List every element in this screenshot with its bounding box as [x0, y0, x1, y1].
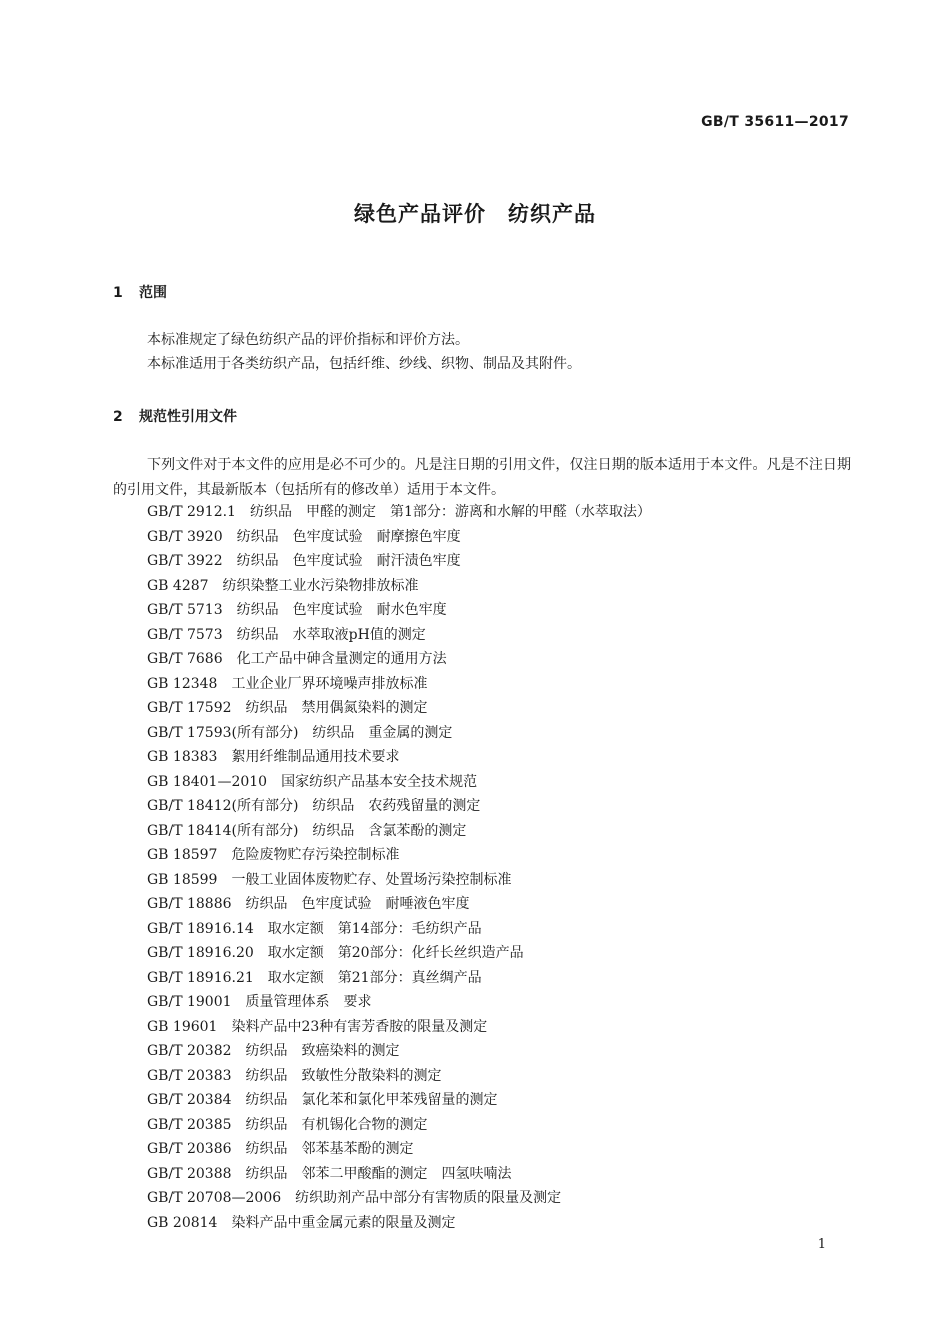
reference-item: GB 19601 染料产品中23种有害芳香胺的限量及测定	[147, 1018, 488, 1035]
reference-item: GB/T 5713 纺织品 色牢度试验 耐水色牢度	[147, 602, 447, 618]
reference-item: GB/T 17593(所有部分) 纺织品 重金属的测定	[147, 724, 453, 741]
reference-item: GB/T 18916.14 取水定额 第14部分：毛纺织产品	[147, 920, 482, 937]
reference-item: GB/T 20388 纺织品 邻苯二甲酸酯的测定 四氢呋喃法	[147, 1165, 512, 1182]
reference-item: GB/T 18886 纺织品 色牢度试验 耐唾液色牢度	[147, 896, 470, 912]
standard-code: GB/T 35611—2017	[701, 114, 849, 130]
section-number: 1	[113, 285, 123, 301]
references-intro-paragraph: 下列文件对于本文件的应用是必不可少的。凡是注日期的引用文件，仅注日期的版本适用于本文件。凡是不注日期的引用文件，其最新版本（包括所有的修改单）适用于本文件。	[113, 457, 851, 498]
reference-item: GB/T 20383 纺织品 致敏性分散染料的测定	[147, 1067, 442, 1084]
reference-item: GB/T 20708—2006 纺织助剂产品中部分有害物质的限量及测定	[147, 1190, 562, 1206]
section-heading-normative-references	[113, 406, 237, 426]
reference-item: GB/T 18916.21 取水定额 第21部分：真丝绸产品	[147, 969, 482, 986]
reference-item: GB 18401—2010 国家纺织产品基本安全技术规范	[147, 773, 478, 790]
reference-item: GB/T 20382 纺织品 致癌染料的测定	[147, 1043, 400, 1059]
reference-item: GB/T 17592 纺织品 禁用偶氮染料的测定	[147, 700, 428, 716]
section-title: 范围	[139, 285, 167, 301]
section-heading-scope	[113, 282, 167, 302]
reference-list	[147, 500, 651, 1235]
reference-item: GB/T 3922 纺织品 色牢度试验 耐汗渍色牢度	[147, 553, 461, 569]
page-number: 1	[817, 1237, 826, 1252]
reference-item: GB 18599 一般工业固体废物贮存、处置场污染控制标准	[147, 871, 512, 888]
reference-item: GB/T 2912.1 纺织品 甲醛的测定 第1部分：游离和水解的甲醛（水萃取法）	[147, 504, 651, 520]
scope-paragraph-2: 本标准适用于各类纺织产品，包括纤维、纱线、织物、制品及其附件。	[147, 356, 581, 372]
reference-item: GB 18383 絮用纤维制品通用技术要求	[147, 749, 400, 765]
scope-paragraph-1: 本标准规定了绿色纺织产品的评价指标和评价方法。	[147, 332, 469, 348]
document-title: 绿色产品评价 纺织产品	[354, 202, 596, 226]
reference-item: GB/T 20386 纺织品 邻苯基苯酚的测定	[147, 1141, 414, 1157]
reference-item: GB/T 20385 纺织品 有机锡化合物的测定	[147, 1116, 428, 1133]
reference-item: GB/T 7686 化工产品中砷含量测定的通用方法	[147, 651, 447, 667]
section-title: 规范性引用文件	[139, 409, 237, 425]
reference-item: GB/T 20384 纺织品 氯化苯和氯化甲苯残留量的测定	[147, 1092, 498, 1108]
reference-item: GB/T 7573 纺织品 水萃取液pH值的测定	[147, 626, 426, 643]
reference-item: GB 18597 危险废物贮存污染控制标准	[147, 847, 400, 863]
reference-item: GB/T 19001 质量管理体系 要求	[147, 994, 372, 1010]
reference-item: GB/T 18412(所有部分) 纺织品 农药残留量的测定	[147, 798, 481, 814]
reference-item: GB/T 18916.20 取水定额 第20部分：化纤长丝织造产品	[147, 945, 524, 961]
reference-item: GB 4287 纺织染整工业水污染物排放标准	[147, 577, 419, 594]
reference-item: GB 12348 工业企业厂界环境噪声排放标准	[147, 675, 428, 692]
reference-item: GB/T 3920 纺织品 色牢度试验 耐摩擦色牢度	[147, 528, 461, 545]
section-number: 2	[113, 409, 123, 425]
reference-item: GB 20814 染料产品中重金属元素的限量及测定	[147, 1214, 456, 1231]
reference-item: GB/T 18414(所有部分) 纺织品 含氯苯酚的测定	[147, 822, 467, 839]
